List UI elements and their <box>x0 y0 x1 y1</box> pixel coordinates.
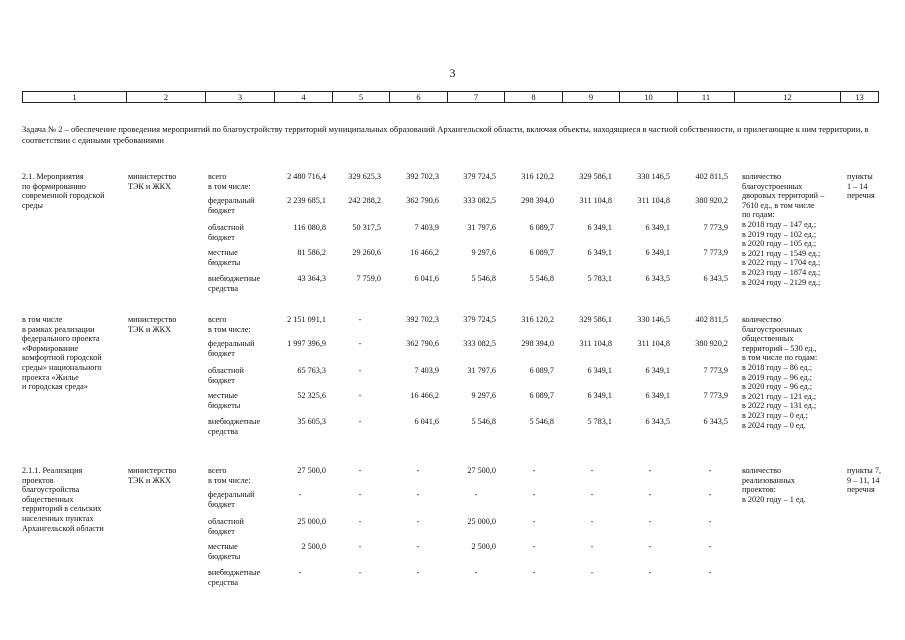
funding-source-label: местные <box>208 542 238 551</box>
funding-value: 2 500,0 <box>471 542 496 551</box>
funding-value: 6 041,6 <box>414 274 439 283</box>
activity-title: и городская среда» <box>22 382 88 392</box>
result-indicator: в 2024 году – 2129 ед.; <box>742 277 821 287</box>
funding-value: - <box>358 490 362 499</box>
activity-title: среды» национального <box>22 363 102 372</box>
funding-value: 7 759,0 <box>356 274 381 283</box>
funding-value: 6 349,1 <box>587 223 612 232</box>
result-indicator: по годам: <box>742 210 775 220</box>
result-indicator: 7610 ед., в том числе <box>742 200 815 210</box>
funding-value: 329 586,1 <box>579 315 612 324</box>
column-number: 5 <box>333 92 390 103</box>
funding-value: 7 773,9 <box>703 366 728 375</box>
funding-value: - <box>590 568 594 577</box>
funding-source-label: федеральный <box>208 490 255 499</box>
funding-value: - <box>708 542 712 551</box>
column-number: 13 <box>841 92 879 103</box>
list-points: перечня <box>847 485 875 495</box>
executor: ТЭК и ЖКХ <box>128 181 172 191</box>
funding-value: 329 625,3 <box>348 172 381 181</box>
funding-value: 7 773,9 <box>703 391 728 400</box>
result-indicator: территорий – 530 ед., <box>742 343 817 353</box>
result-indicator: количество <box>742 172 782 181</box>
funding-value: - <box>648 568 652 577</box>
list-points: перечня <box>847 191 875 201</box>
funding-value: - <box>708 466 712 475</box>
funding-value: 7 403,9 <box>414 366 439 375</box>
funding-value: 242 288,2 <box>348 196 381 205</box>
funding-value: - <box>358 339 362 348</box>
funding-value: 6 349,1 <box>645 223 670 232</box>
activity-title: среды <box>22 200 43 210</box>
funding-value: - <box>532 542 536 551</box>
executor: министерство <box>128 466 177 475</box>
funding-value: 6 349,1 <box>587 391 612 400</box>
funding-value: - <box>648 542 652 551</box>
funding-value: 392 702,3 <box>406 315 439 324</box>
funding-value: - <box>532 517 536 526</box>
funding-value: 6 089,7 <box>529 366 554 375</box>
funding-value: 5 546,8 <box>471 274 496 283</box>
funding-value: 402 811,5 <box>695 315 728 324</box>
column-number: 7 <box>448 92 505 103</box>
funding-value: 6 089,7 <box>529 248 554 257</box>
result-indicator: в 2021 году – 1549 ед.; <box>742 248 821 258</box>
funding-source-label: бюджет <box>208 348 235 358</box>
funding-value: 6 089,7 <box>529 391 554 400</box>
funding-source-label: местные <box>208 391 238 400</box>
funding-value: 81 586,2 <box>297 248 326 257</box>
funding-value: - <box>474 490 478 499</box>
funding-value: 43 364,3 <box>297 274 326 283</box>
column-number: 10 <box>620 92 678 103</box>
funding-value: 6 343,5 <box>645 417 670 426</box>
funding-value: 9 297,6 <box>471 391 496 400</box>
result-indicator: в 2022 году – 1704 ед.; <box>742 258 821 268</box>
result-indicator: в 2022 году – 131 ед.; <box>742 401 817 411</box>
funding-value: 329 586,1 <box>579 172 612 181</box>
funding-value: - <box>298 568 302 577</box>
result-indicator: благоустроенных <box>742 324 803 334</box>
activity-title: в том числе <box>22 315 63 324</box>
funding-value: 27 500,0 <box>297 466 326 475</box>
funding-value: 16 466,2 <box>410 391 439 400</box>
funding-value: 6 343,5 <box>645 274 670 283</box>
funding-value: 31 797,6 <box>467 366 496 375</box>
funding-source-label: внебюджетные <box>208 274 261 283</box>
activity-title: проекта «Жилье <box>22 372 79 382</box>
funding-value: - <box>416 517 420 526</box>
funding-source-label: бюджеты <box>208 551 241 561</box>
funding-source-label: бюджет <box>208 499 235 509</box>
funding-value: 5 783,1 <box>587 274 612 283</box>
funding-value: - <box>648 490 652 499</box>
funding-value: 362 790,6 <box>406 339 439 348</box>
funding-value: - <box>416 466 420 475</box>
activity-title: Архангельской области <box>22 523 104 533</box>
column-number-row <box>22 91 879 103</box>
funding-value: - <box>416 568 420 577</box>
funding-value: - <box>532 568 536 577</box>
funding-value: 116 080,8 <box>293 223 326 232</box>
funding-value: 29 260,6 <box>352 248 381 257</box>
executor: ТЭК и ЖКХ <box>128 324 172 334</box>
funding-value: - <box>708 568 712 577</box>
funding-value: - <box>358 466 362 475</box>
activity-title: проектов <box>22 475 54 485</box>
funding-value: 392 702,3 <box>406 172 439 181</box>
funding-source-label: в том числе: <box>208 181 251 191</box>
result-indicator: благоустроенных <box>742 181 803 191</box>
funding-source-label: местные <box>208 248 238 257</box>
funding-source-label: всего <box>208 315 227 324</box>
activity-title: комфортной городской <box>22 353 102 363</box>
funding-value: - <box>474 568 478 577</box>
activity-title: «Формирование <box>22 343 79 353</box>
funding-value: 1 997 396,9 <box>287 339 326 348</box>
list-points: 9 – 11, 14 <box>847 475 880 485</box>
funding-source-label: бюджеты <box>208 257 241 267</box>
funding-value: 31 797,6 <box>467 223 496 232</box>
funding-value: 311 104,8 <box>579 196 612 205</box>
funding-source-label: бюджеты <box>208 400 241 410</box>
funding-source-label: бюджет <box>208 526 235 536</box>
funding-value: 379 724,5 <box>463 172 496 181</box>
funding-value: 2 500,0 <box>301 542 326 551</box>
funding-source-label: средства <box>208 283 239 293</box>
funding-source-label: федеральный <box>208 196 255 205</box>
funding-value: - <box>532 466 536 475</box>
funding-value: - <box>358 315 362 324</box>
funding-source-label: федеральный <box>208 339 255 348</box>
executor: ТЭК и ЖКХ <box>128 475 172 485</box>
funding-value: 2 480 716,4 <box>287 172 326 181</box>
funding-value: 52 325,6 <box>297 391 326 400</box>
funding-source-label: бюджет <box>208 232 235 242</box>
column-number: 9 <box>563 92 620 103</box>
funding-value: 35 605,3 <box>297 417 326 426</box>
result-indicator: в том числе по годам: <box>742 353 818 363</box>
funding-value: - <box>590 466 594 475</box>
funding-value: 27 500,0 <box>467 466 496 475</box>
funding-value: - <box>416 490 420 499</box>
funding-source-label: областной <box>208 366 244 375</box>
result-indicator: проектов: <box>742 485 776 495</box>
column-number: 8 <box>505 92 563 103</box>
result-indicator: в 2024 году – 0 ед. <box>742 420 806 430</box>
funding-value: - <box>416 542 420 551</box>
funding-source-label: в том числе: <box>208 324 251 334</box>
funding-source-label: областной <box>208 223 244 232</box>
result-indicator: в 2023 году – 0 ед.; <box>742 411 808 420</box>
funding-value: 362 790,6 <box>406 196 439 205</box>
funding-source-label: областной <box>208 517 244 526</box>
result-indicator: в 2018 году – 86 ед.; <box>742 363 813 372</box>
result-indicator: в 2019 году – 96 ед.; <box>742 372 813 382</box>
funding-value: 333 082,5 <box>463 339 496 348</box>
column-number: 1 <box>23 92 127 103</box>
funding-value: 16 466,2 <box>410 248 439 257</box>
funding-source-label: бюджет <box>208 375 235 385</box>
activity-title: территорий в сельских <box>22 504 102 514</box>
activity-title: населенных пунктах <box>22 514 94 523</box>
funding-value: 5 783,1 <box>587 417 612 426</box>
funding-value: 330 146,5 <box>637 315 670 324</box>
activity-title: благоустройства <box>22 485 80 495</box>
funding-value: 380 920,2 <box>695 196 728 205</box>
result-indicator: в 2018 году – 147 ед.; <box>742 220 817 229</box>
funding-value: - <box>358 391 362 400</box>
funding-value: - <box>532 490 536 499</box>
funding-source-label: внебюджетные <box>208 568 261 577</box>
funding-value: 25 000,0 <box>297 517 326 526</box>
funding-value: 50 317,5 <box>352 223 381 232</box>
funding-value: - <box>358 417 362 426</box>
funding-value: 311 104,8 <box>637 339 670 348</box>
column-number: 12 <box>735 92 841 103</box>
activity-title: 2.1. Мероприятия <box>22 172 84 181</box>
funding-value: 298 394,0 <box>521 196 554 205</box>
funding-value: - <box>358 366 362 375</box>
funding-value: - <box>590 490 594 499</box>
funding-source-label: в том числе: <box>208 475 251 485</box>
list-points: пункты <box>847 172 873 181</box>
activity-title: в рамках реализации <box>22 324 95 334</box>
funding-value: 2 239 685,1 <box>287 196 326 205</box>
funding-value: - <box>590 517 594 526</box>
funding-value: - <box>708 517 712 526</box>
funding-value: 6 089,7 <box>529 223 554 232</box>
funding-source-label: внебюджетные <box>208 417 261 426</box>
funding-value: 333 082,5 <box>463 196 496 205</box>
funding-value: 316 120,2 <box>521 172 554 181</box>
funding-value: 402 811,5 <box>695 172 728 181</box>
result-indicator: количество <box>742 315 782 324</box>
funding-source-label: всего <box>208 466 227 475</box>
funding-value: 311 104,8 <box>637 196 670 205</box>
funding-value: 25 000,0 <box>467 517 496 526</box>
result-indicator: в 2023 году – 1874 ед.; <box>742 268 821 277</box>
funding-value: 7 773,9 <box>703 248 728 257</box>
result-indicator: в 2020 году – 1 ед. <box>742 494 806 504</box>
funding-value: - <box>708 490 712 499</box>
list-points: пункты 7, <box>847 466 881 475</box>
funding-value: 7 403,9 <box>414 223 439 232</box>
funding-value: - <box>358 542 362 551</box>
result-indicator: дворовых территорий – <box>742 191 825 201</box>
column-number: 6 <box>390 92 448 103</box>
funding-value: 5 546,8 <box>529 417 554 426</box>
activity-title: 2.1.1. Реализация <box>22 466 83 475</box>
funding-value: - <box>298 490 302 499</box>
funding-source-label: всего <box>208 172 227 181</box>
result-indicator: количество <box>742 466 782 475</box>
task-description: Задача № 2 – обеспечение проведения мероприятий по благоустройству территорий муниципальных образований Архангельской области, включая объекты, находящиеся в частной собственности, и прилегающие к ним территории, в соответствии с едиными требованиями <box>22 124 869 145</box>
funding-value: 7 773,9 <box>703 223 728 232</box>
funding-value: 6 349,1 <box>645 366 670 375</box>
funding-value: 379 724,5 <box>463 315 496 324</box>
funding-value: - <box>648 466 652 475</box>
result-indicator: в 2021 году – 121 ед.; <box>742 391 817 401</box>
column-number: 3 <box>206 92 275 103</box>
funding-source-label: средства <box>208 426 239 436</box>
funding-value: 330 146,5 <box>637 172 670 181</box>
funding-value: 6 349,1 <box>587 366 612 375</box>
funding-value: 9 297,6 <box>471 248 496 257</box>
column-number: 2 <box>127 92 206 103</box>
funding-value: 316 120,2 <box>521 315 554 324</box>
funding-source-label: средства <box>208 577 239 587</box>
funding-value: - <box>358 517 362 526</box>
executor: министерство <box>128 172 177 181</box>
column-number: 11 <box>678 92 735 103</box>
funding-value: 65 763,3 <box>297 366 326 375</box>
activity-title: по формированию <box>22 181 86 191</box>
activity-title: федерального проекта <box>22 334 100 344</box>
funding-value: 380 920,2 <box>695 339 728 348</box>
funding-value: - <box>648 517 652 526</box>
list-points: 1 – 14 <box>847 181 868 191</box>
executor: министерство <box>128 315 177 324</box>
funding-value: 6 343,5 <box>703 274 728 283</box>
funding-value: 2 151 091,1 <box>287 315 326 324</box>
funding-value: 311 104,8 <box>579 339 612 348</box>
activity-title: общественных <box>22 494 74 504</box>
funding-value: 6 349,1 <box>645 248 670 257</box>
result-indicator: в 2019 году – 102 ед.; <box>742 229 817 239</box>
funding-value: 6 349,1 <box>645 391 670 400</box>
funding-value: 6 343,5 <box>703 417 728 426</box>
funding-value: 5 546,8 <box>529 274 554 283</box>
result-indicator: реализованных <box>742 475 796 485</box>
funding-value: 298 394,0 <box>521 339 554 348</box>
result-indicator: в 2020 году – 105 ед.; <box>742 239 817 249</box>
funding-value: 5 546,8 <box>471 417 496 426</box>
funding-value: - <box>358 568 362 577</box>
funding-value: - <box>590 542 594 551</box>
result-indicator: в 2020 году – 96 ед.; <box>742 382 813 392</box>
funding-source-label: бюджет <box>208 205 235 215</box>
funding-value: 6 349,1 <box>587 248 612 257</box>
page-number: 3 <box>449 66 456 80</box>
activity-title: современной городской <box>22 191 105 201</box>
result-indicator: общественных <box>742 334 794 344</box>
column-number: 4 <box>275 92 333 103</box>
funding-value: 6 041,6 <box>414 417 439 426</box>
